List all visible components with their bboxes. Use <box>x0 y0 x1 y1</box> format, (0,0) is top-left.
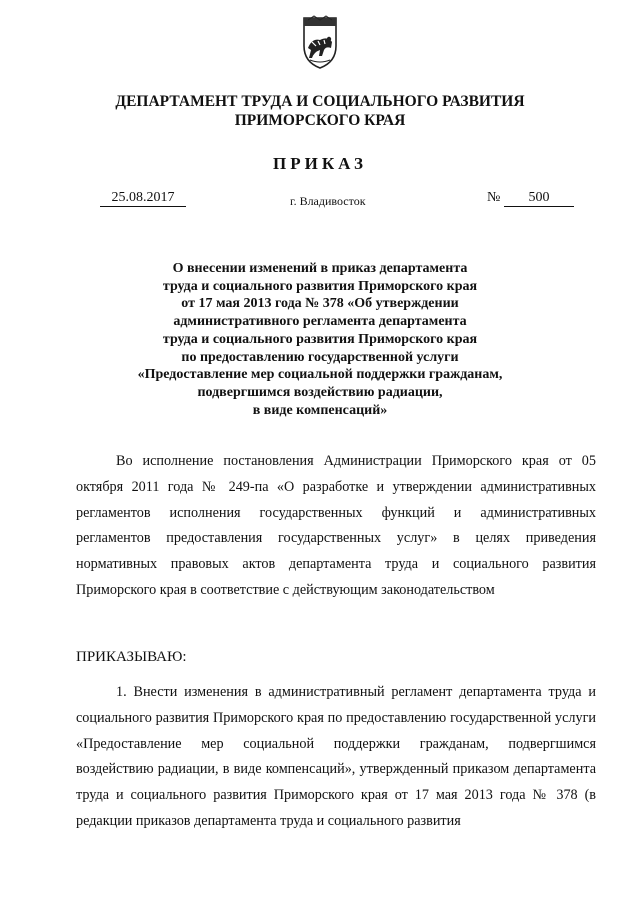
order-date: 25.08.2017 <box>100 190 186 207</box>
subject-line: «Предоставление мер социальной поддержки гражданам, <box>137 367 503 383</box>
subject-line: труда и социального развития Приморского края <box>162 278 478 294</box>
subject-line: О внесении изменений в приказ департамента <box>172 261 468 276</box>
subject-line: труда и социального развития Приморского края <box>162 331 478 347</box>
preamble-paragraph: Во исполнение постановления Администрации Приморского края от 05 октября 2011 года № 249-па «О разработке и утверждении административных регламентов исполнения государственных функций и административных регламентов предоставления государственных услуг» в целях приведения нормативных правовых актов департамента труда и социального развития Приморского края в соответствие с действующим законодательством <box>76 453 596 598</box>
primorsky-krai-coat-of-arms-icon <box>298 12 342 70</box>
subject-line: подвергшимся воздействию радиации, <box>197 384 443 400</box>
order-number: 500 <box>504 190 574 207</box>
subject-line: административного регламента департамента <box>173 314 467 330</box>
item-1-paragraph: 1. Внести изменения в административный регламент департамента труда и социального развития Приморского края по предоставлению государственной услуги «Предоставление мер социальной поддержки гражданам, подвергшимся воздействию радиации, в виде компенсаций», утвержденный приказом департамента труда и социального развития Приморского края от 17 мая 2013 года № 378 (в редакции приказов департамента труда и социального развития <box>76 684 596 829</box>
order-number-label: № <box>487 190 501 205</box>
subject-line: от 17 мая 2013 года № 378 «Об утверждении <box>181 296 459 312</box>
department-line-1: ДЕПАРТАМЕНТ ТРУДА И СОЦИАЛЬНОГО РАЗВИТИЯ <box>115 93 525 110</box>
department-name <box>0 92 640 130</box>
subject-line: в виде компенсаций» <box>252 402 388 418</box>
order-city: г. Владивосток <box>290 194 366 208</box>
subject-line: по предоставлению государственной услуги <box>181 349 459 365</box>
order-subject <box>120 260 520 419</box>
directive-heading: ПРИКАЗЫВАЮ: <box>76 649 187 665</box>
document-type: ПРИКАЗ <box>273 154 367 173</box>
department-line-2: ПРИМОРСКОГО КРАЯ <box>234 112 406 129</box>
